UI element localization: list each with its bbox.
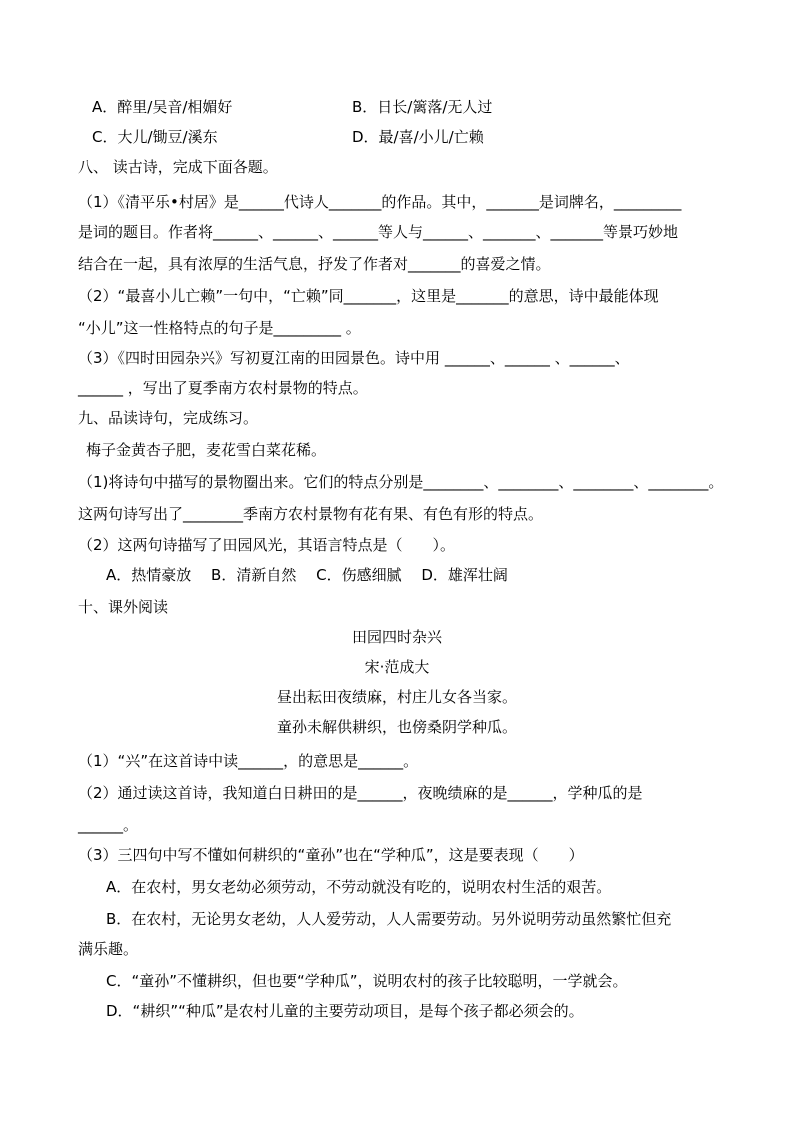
s9-q2-options: A．热情豪放 B．清新自然 C．伤感细腻 D．雄浑壮阔: [106, 566, 508, 584]
s9-q1-line2: 这两句诗写出了________季南方农村景物有花有果、有色有形的特点。: [78, 505, 544, 523]
s10-q2-line2: ______。: [78, 816, 139, 834]
s8-q3-line2: ______ ，写出了夏季南方农村景物的特点。: [78, 379, 368, 397]
option-a: A．醉里/吴音/相媚好: [92, 98, 233, 116]
s10-q3-option-a: A．在农村，男女老幼必须劳动，不劳动就没有吃的，说明农村生活的艰苦。: [106, 878, 612, 896]
s9-poem: 梅子金黄杏子肥，麦花雪白菜花稀。: [86, 441, 327, 459]
s8-q1-line3: 结合在一起，具有浓厚的生活气息，抒发了作者对_______的喜爱之情。: [78, 255, 551, 273]
s8-q2-line1: （2）“最喜小儿亡赖”一句中，“亡赖”同_______，这里是_______的意思，诗中最能体现: [78, 287, 659, 305]
s10-q1: （1）“兴”在这首诗中读______，的意思是______。: [78, 752, 419, 770]
poem-title: 田园四时杂兴: [351, 628, 442, 646]
option-d: D．最/喜/小儿/亡赖: [352, 128, 484, 146]
poem-line1: 昼出耘田夜绩麻，村庄儿女各当家。: [276, 688, 517, 706]
s8-q1-line1: （1）《清平乐•村居》是______代诗人_______的作品。其中，_______是词牌名，_________: [78, 193, 682, 211]
s8-q2-line2: “小儿”这一性格特点的句子是_________ 。: [78, 319, 361, 337]
option-b: B．日长/篱落/无人过: [352, 98, 493, 116]
s10-q3-option-b-line1: B．在农村，无论男女老幼，人人爱劳动，人人需要劳动。另外说明劳动虽然繁忙但充: [106, 910, 672, 928]
s10-q3-option-b-line2: 满乐趣。: [78, 940, 139, 958]
s10-q3-option-d: D．“耕织”“种瓜”是农村儿童的主要劳动项目，是每个孩子都必须会的。: [106, 1002, 584, 1020]
section-9-heading: 九、品读诗句，完成练习。: [78, 409, 259, 427]
s10-q3: （3）三四句中写不懂如何耕织的“童孙”也在“学种瓜”，这是要表现（ ）: [78, 846, 584, 864]
section-8-heading: 八、 读古诗，完成下面各题。: [78, 158, 278, 176]
poem-line2: 童孙未解供耕织，也傍桑阴学种瓜。: [276, 718, 517, 736]
s9-q2: （2）这两句诗描写了田园风光，其语言特点是（ ）。: [78, 536, 456, 554]
s10-q3-option-c: C．“童孙”不懂耕织，但也要“学种瓜”，说明农村的孩子比较聪明，一学就会。: [106, 972, 628, 990]
s9-q1-line1: （1)将诗句中描写的景物圈出来。它们的特点分别是________、________、________、________。: [78, 473, 724, 491]
option-c: C．大儿/锄豆/溪东: [92, 128, 218, 146]
s8-q3-line1: （3）《四时田园杂兴》写初夏江南的田园景色。诗中用 ______、______ 、______、: [78, 349, 630, 367]
s10-q2-line1: （2）通过读这首诗，我知道白日耕田的是______，夜晚绩麻的是______，学种瓜的是: [78, 784, 643, 802]
section-10-heading: 十、课外阅读: [78, 598, 169, 616]
s8-q1-line2: 是词的题目。作者将______、______、______等人与______、_______、_______等景巧妙地: [78, 223, 679, 241]
poem-author: 宋·范成大: [364, 658, 430, 676]
